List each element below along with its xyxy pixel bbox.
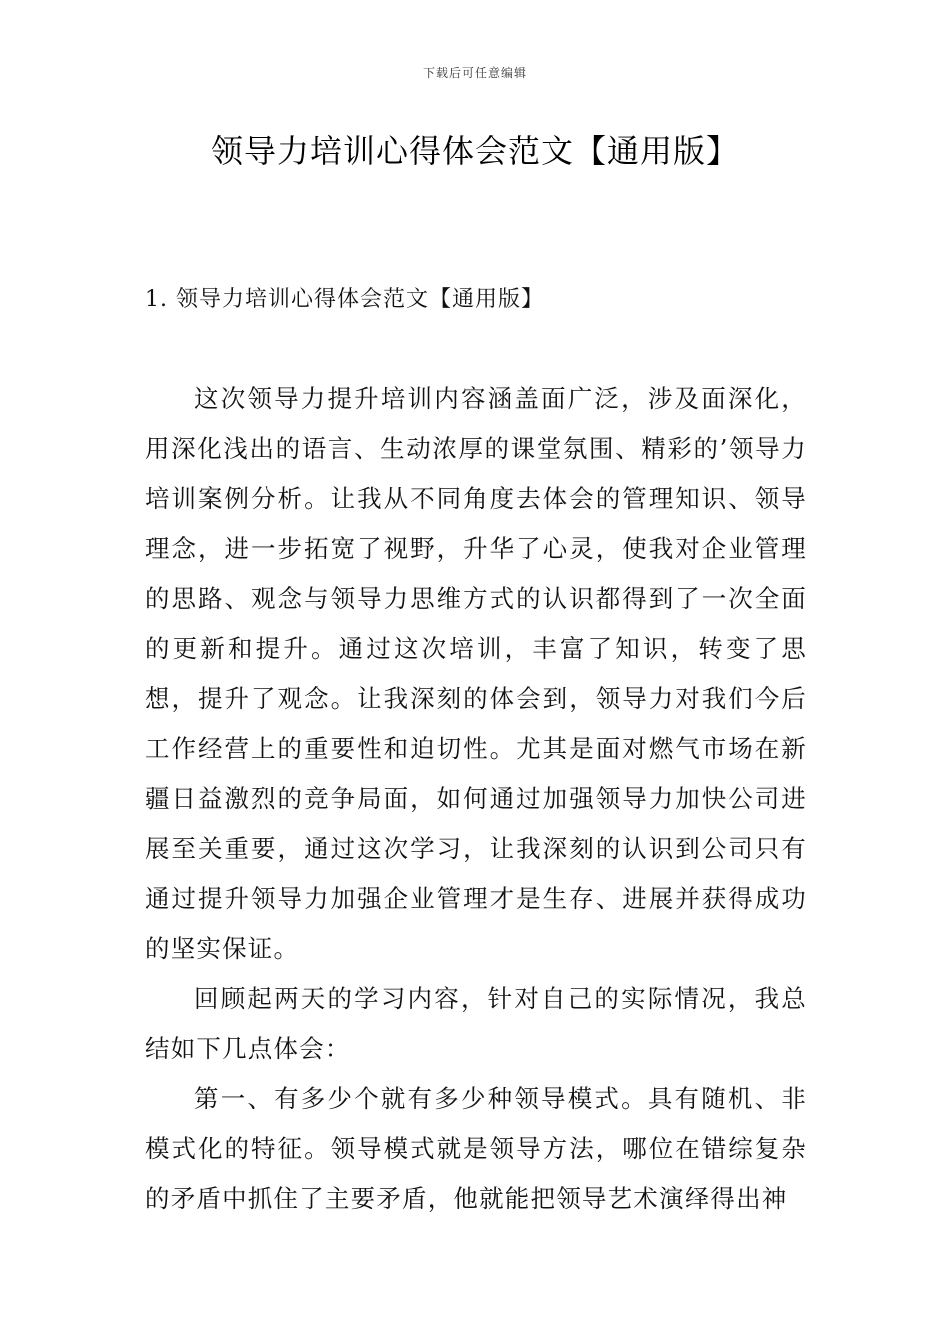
section-heading: 1. 领导力培训心得体会范文【通用版】 xyxy=(145,287,544,312)
body-paragraph: 第一、有多少个就有多少种领导模式。具有随机、非模式化的特征。领导模式就是领导方法，哪位在错综复杂的矛盾中抓住了主要矛盾，他就能把领导艺术演绎得出神 xyxy=(145,1084,807,1213)
body-paragraph: 回顾起两天的学习内容，针对自己的实际情况，我总结如下几点体会： xyxy=(145,984,807,1063)
body-paragraph: 这次领导力提升培训内容涵盖面广泛，涉及面深化，用深化浅出的语言、生动浓厚的课堂氛围、精彩的’领导力培训案例分析。让我从不同角度去体会的管理知识、领导理念，进一步拓宽了视野，升华了心灵，使我对企业管理的思路、观念与领导力思维方式的认识都得到了一次全面的更新和提升。通过这次培训，丰富了知识，转变了思想，提升了观念。让我深刻的体会到，领导力对我们今后工作经营上的重要性和迫切性。尤其是面对燃气市场在新疆日益激烈的竞争局面，如何通过加强领导力加快公司进展至关重要，通过这次学习，让我深刻的认识到公司只有通过提升领导力加强企业管理才是生存、进展并获得成功的坚实保证。 xyxy=(145,384,807,963)
document-title: 领导力培训心得体会范文【通用版】 xyxy=(210,132,739,170)
header-note: 下载后可任意编辑 xyxy=(422,66,527,80)
document-body xyxy=(145,374,807,1224)
